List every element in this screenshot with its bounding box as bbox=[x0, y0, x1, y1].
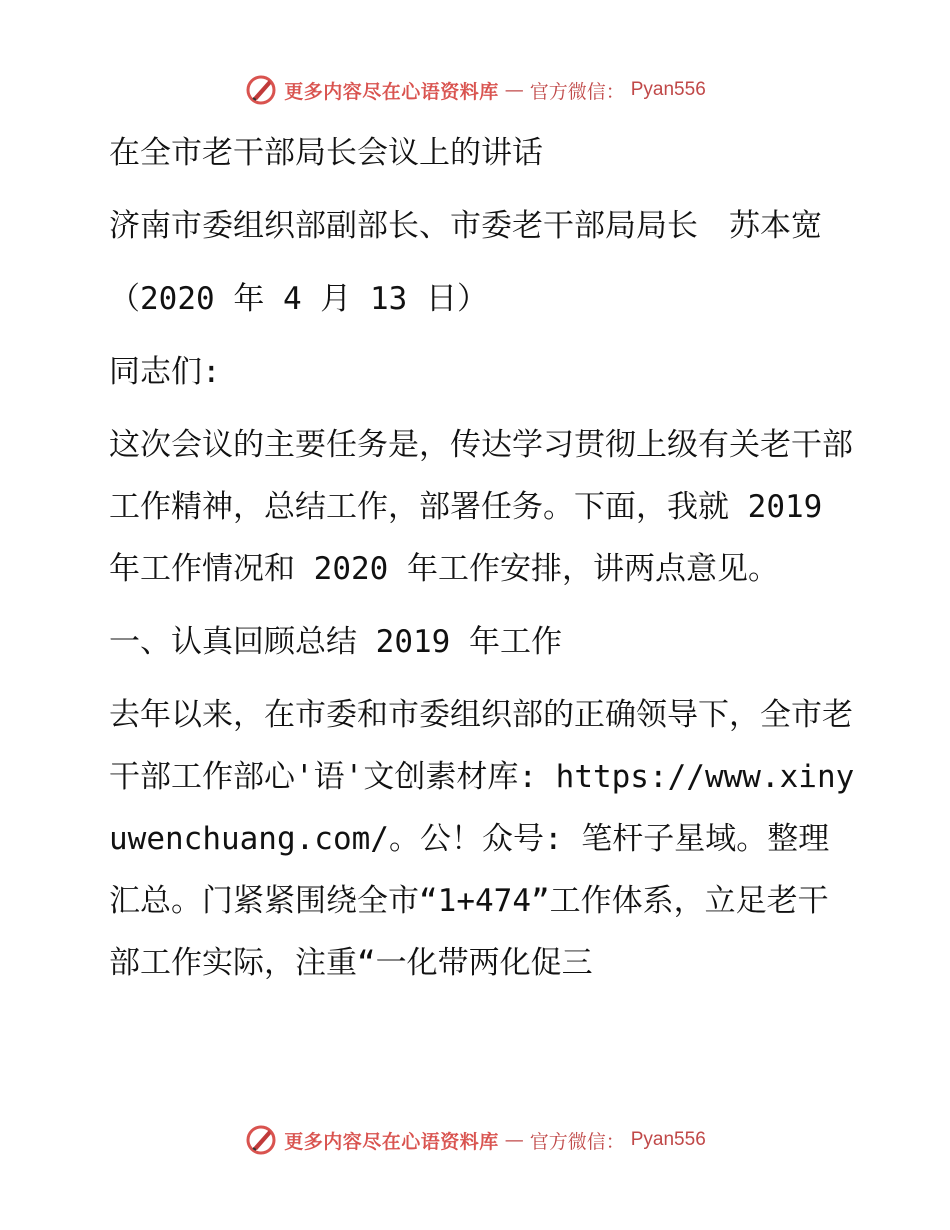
watermark-main-text: 更多内容尽在心语资料库 bbox=[284, 1130, 499, 1153]
document-date: （2020 年 4 月 13 日） bbox=[109, 281, 488, 317]
watermark-dash: — bbox=[504, 79, 524, 101]
paragraph-intro: 这次会议的主要任务是，传达学习贯彻上级有关老干部工作精神，总结工作，部署任务。下面，我就 2019 年工作情况和 2020 年工作安排，讲两点意见。 bbox=[109, 427, 853, 587]
watermark-dash: — bbox=[504, 1129, 524, 1151]
paragraph-review: 去年以来，在市委和市委组织部的正确领导下，全市老干部工作部心'语'文创素材库: https://www.xinyuwenchuang.com/。公！众号: 笔杆子星域。整理汇总。门紧紧围绕全市“1+474”工作体系，立足老干部工作实际，注重“一化带两化促三 bbox=[109, 697, 855, 981]
watermark-sub-text: 官方微信： bbox=[529, 1130, 625, 1153]
watermark-wechat-id: Pyan556 bbox=[630, 1129, 706, 1150]
document-body bbox=[97, 122, 857, 1005]
document-author: 济南市委组织部副部长、市委老干部局局长 苏本宽 bbox=[109, 208, 822, 244]
watermark-main-text: 更多内容尽在心语资料库 bbox=[284, 80, 499, 103]
brand bbox=[244, 73, 706, 107]
header-watermark bbox=[0, 70, 950, 110]
section-heading-1: 一、认真回顾总结 2019 年工作 bbox=[109, 624, 562, 660]
salutation: 同志们: bbox=[109, 354, 221, 390]
watermark-sub-text: 官方微信： bbox=[529, 80, 625, 103]
watermark-wechat-id: Pyan556 bbox=[630, 79, 706, 100]
document-title: 在全市老干部局长会议上的讲话 bbox=[109, 135, 543, 171]
brand-footer bbox=[244, 1123, 706, 1157]
quill-logo-icon bbox=[244, 73, 278, 107]
footer-watermark bbox=[0, 1120, 950, 1160]
quill-logo-icon bbox=[244, 1123, 278, 1157]
